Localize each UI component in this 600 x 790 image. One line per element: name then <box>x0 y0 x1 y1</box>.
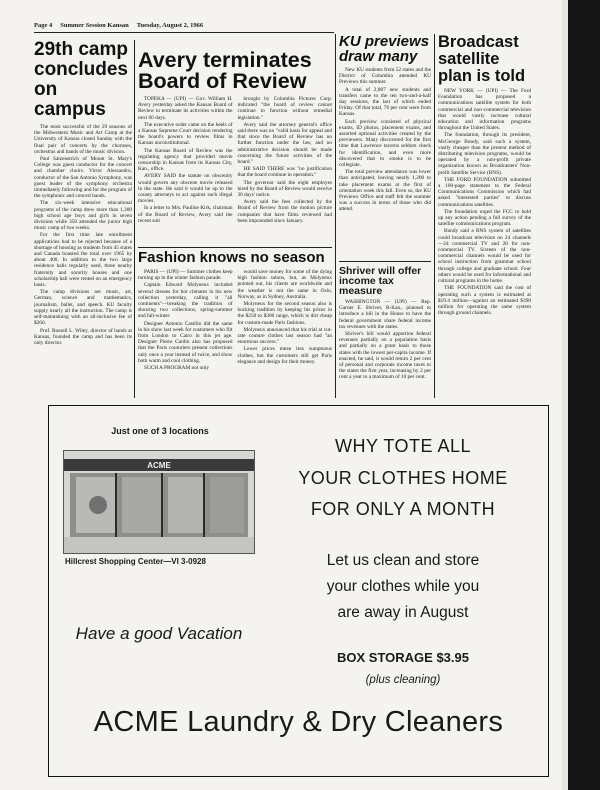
fashion-column-2 <box>238 269 333 372</box>
ad-tote-line-2: YOUR CLOTHES HOME <box>298 468 508 488</box>
section-rule <box>339 261 431 262</box>
shriver-headline: Shriver will offer income tax measure <box>339 265 422 297</box>
avery-paragraph: In a letter to Mrs. Pauline Kirk, chairman of the Board of Review, Avery said the recent suit <box>138 205 233 224</box>
shriver-paragraph: Shriver's bill would apportion federal revenues partially on a population basis and partially on a grant basis to those states with the lowest per-capita income. If enacted, he said, it would return 2 per cent of personal and corporate income taxes to the states the first year, increasing by 2 per cent a year to a maximum of 10 per cent. <box>339 331 431 381</box>
ku-headline: KU previews draw many <box>339 34 430 65</box>
camp-paragraph: The most successful of the 29 seasons of the Midwestern Music and Art Camp at the University of Kansas closed Sunday with the final pair of concerts by the choruses, orchestras and bands of the music division. <box>34 124 132 155</box>
ad-box-storage: BOX STORAGE $3.95 <box>337 650 469 665</box>
ad-store-line-3: are away in August <box>337 604 469 621</box>
avery-paragraph: AVERY SAID the statute on obscenity would govern any obscene movie released in the state. He said it would be up to the county attorneys to act against such illegal movies. <box>138 173 233 205</box>
avery-story <box>138 50 332 246</box>
avery-column-2 <box>238 96 333 225</box>
camp-paragraph: The six-week intensive educational programs of the camp drew more than 1,300 high school age boys and girls in seven divisions while 350 attended the junior high music camp of two weeks. <box>34 200 132 232</box>
ku-paragraph: A total of 2,087 new students and transfers came to the ten two-and-a-half day sessions, the last of which ended Friday. Of that total, 76 per cent were from Kansas. <box>339 86 431 118</box>
ad-shop-address: Hillcrest Shopping Center—VI 3-0928 <box>65 557 206 566</box>
camp-body <box>34 124 132 346</box>
camp-headline: 29th camp concludes on campus <box>34 40 128 120</box>
avery-paragraph: The Kansas Board of Review was the regulating agency that provided movie censorship in Kansas from its Kansas City, Kan., office. <box>138 147 233 173</box>
camp-paragraph: The camp divisions are music, art, German, science and mathematics, journalism, ballet, and speech. KU faculty supply nearly all the instruction. The camp is self-maintaining with an all-inclusive fee of $260. <box>34 289 132 327</box>
avery-paragraph: Avery said the fees collected by the Board of Review from the motion picture companies that have films reviewed had been impounded since January. <box>237 199 332 224</box>
acme-advertisement <box>48 405 549 777</box>
column-rule <box>434 34 435 398</box>
broadcast-paragraph: THE FORD FOUNDATION submitted a 100-page statement to the Federal Communications Commission which had asked "interested parties" to discuss communications satellites. <box>438 176 531 208</box>
fashion-paragraph: Designer Antonio Castillo did the same in his show last week for customers who flit from London to Cairo in this jet age. Designer Pierre Cardin also has proposed that the Paris couturiers present collections only once a year instead of twice, and show both warm and cool clothing. <box>138 320 233 364</box>
fashion-paragraph: Molyneux for the second season also is bucking tradition by keeping his prices in the $250 to $300 range, which is dirt cheap for custom-made Paris fashions. <box>237 301 332 326</box>
storefront-illustration <box>64 451 254 553</box>
ad-plus-cleaning: (plus cleaning) <box>365 674 441 686</box>
avery-paragraph: Avery said the attorney general's office said there was no "valid basis for appeal and that since the Board of Review has no further function under the law, and no administrative decision should be made concerning the future activities of the board." <box>237 121 332 166</box>
fashion-paragraph: Lower prices mean less sumptuous clothes, but the customers still get Paris elegance and design for their money. <box>237 346 332 365</box>
ku-paragraph: Each preview consisted of physical exams, ID photos, placement exams, and assorted optional activities created by the previewers. Many discovered for the first time that Lawrence taverns seldom check for identification, and even more discovered that to smoke is to be collegiate. <box>339 118 431 169</box>
ku-body <box>339 67 431 213</box>
broadcast-paragraph: THE FOUNDATION said the cost of operating such a system is estimated at $19.4 million—against an estimated $390 million for operating the same system through ground channels. <box>438 285 531 317</box>
column-rule <box>134 40 135 398</box>
avery-paragraph: HE SAID THERE was "no justification that the board continue in operation." <box>237 166 332 179</box>
ad-store-line-2: your clothes while you <box>326 578 480 595</box>
broadcast-body <box>438 88 531 316</box>
avery-column-1 <box>138 96 233 225</box>
avery-paragraph: TOPEKA — (UPI) — Gov. William H. Avery yesterday asked the Kansas Board of Review to terminate its activities within the next 60 days. <box>138 96 233 121</box>
broadcast-headline: Broadcast satellite plan is told <box>438 34 526 85</box>
ku-paragraph: The total preview attendance was lower than anticipated, leaving nearly 1,200 to take placement exams at the first of orientation week this fall. Even so, the KU Previews Office and staff felt the summer was a success in terms of those who did attend. <box>339 169 431 213</box>
fashion-paragraph: would save money for some of the dying high fashion salons, but, as Molyneux pointed out, his clients are worldwide and the weather is not the same in Oslo, Norway, as in Sydney, Australia. <box>237 269 332 300</box>
fashion-paragraph: Captain Edward Molyneux included several dresses for hot climates in his new collection yesterday, calling it "all continents"—breaking the tradition of showing two collections, spring-summer and fall-winter. <box>138 282 233 320</box>
fashion-paragraph: SUCH A PROGRAM not only <box>144 365 210 372</box>
ad-store-line-1: Let us clean and store <box>326 552 480 569</box>
folio-paper: Summer Session Kansan <box>60 22 129 29</box>
broadcast-paragraph: The foundation urged the FCC to hold up any action pending a full survey of the satellite communications program. <box>438 208 531 228</box>
ad-tote-line-1: WHY TOTE ALL <box>334 436 472 456</box>
shriver-paragraph: WASHINGTON — (UPI) — Rep. Garner E. Shriver, R-Kan., planned to introduce a bill in the House to have the federal government share federal income tax revenues with the states. <box>339 299 431 330</box>
ad-tote-line-3: FOR ONLY A MONTH <box>310 499 496 519</box>
shriver-story <box>339 264 431 400</box>
broadcast-paragraph: Bundy said a BNS system of satellites could broadcast television on 24 channels—24 commercial TV and 20 for non-commercial TV. Sixteen of the non-commercial channels would be used for school instruction from grammar school through college and graduate school. Four others would be used for informational and cultural programs in the home. <box>438 228 531 285</box>
broadcast-paragraph: The foundation, through its president, McGeorge Bundy, said such a system, vastly cheaper than the present method of distributing television programs, would be operated by a non-profit private organization known as Broadcasters' Non-profit Satellite Service (BNS). <box>438 132 531 176</box>
camp-paragraph: Prof. Russell L. Wiley, director of bands at Kansas, founded the camp and has been its only director. <box>34 327 132 346</box>
fashion-paragraph: Molyneux announced that his trial at cut-rate couture clothes last season had "an enormous success." <box>237 326 332 346</box>
broadcast-story <box>438 34 531 400</box>
shriver-body <box>339 299 431 381</box>
broadcast-paragraph: NEW YORK — (UPI) — The Ford Foundation has proposed a communications satellite system for both commercial and non-commercial television that would vastly increase cultural education and information programs throughout the United States. <box>438 88 531 132</box>
camp-paragraph: Paul Salzenstrich of Mount St. Mary's College was guest conductor for the concert and chamber choirs. Victor Alessandro, conductor of the San Antonio Symphony, was guest leader of the symphony orchestra immediately following and for the program of the symphonic and concert bands. <box>34 156 132 200</box>
fashion-headline: Fashion knows no season <box>138 250 325 266</box>
binding-gutter <box>568 0 600 790</box>
ku-story <box>339 34 431 260</box>
ad-locations: Just one of 3 locations <box>111 426 209 436</box>
store-photo <box>63 450 255 554</box>
fashion-paragraph: PARIS — (UPI) — Summer clothes keep turning up in the winter fashion parade. <box>138 269 233 282</box>
store-sign: ACME <box>147 461 171 470</box>
fashion-story <box>138 250 332 400</box>
avery-headline: Avery terminates Board of Review <box>138 50 312 93</box>
fashion-column-1 <box>138 269 233 372</box>
avery-paragraph: The executive order came on the heels of a Kansas Supreme Court decision rendering the board's powers to review films in Kansas unconstitutional. <box>138 121 233 147</box>
ku-paragraph: New KU students from 52 states and the District of Columbia attended KU Previews this summer. <box>339 67 431 86</box>
folio-line <box>34 22 266 29</box>
ad-acme-name: ACME Laundry & Dry Cleaners <box>93 706 504 738</box>
folio-date: Tuesday, August 2, 1966 <box>136 22 204 29</box>
avery-paragraph: brought by Columbia Pictures Corp. indicated "the board of review cannot continue to function without remedial legislation." <box>237 96 332 121</box>
section-rule <box>138 247 332 248</box>
avery-paragraph: The governor said the eight employes hired by the Board of Review would receive 30 days' notice. <box>237 179 332 199</box>
folio-page: Page 4 <box>34 22 53 29</box>
camp-story <box>34 40 132 400</box>
folio-rule <box>34 32 334 33</box>
column-rule <box>335 34 336 398</box>
ad-vacation: Have a good Vacation <box>75 624 243 643</box>
camp-paragraph: For the first time late enrollment applications had to be rejected because of a shortage of housing as students from 45 states and Canada boasted the total over 1965 by about 400. In addition to the two large residence halls regularly used, three nearby fraternity and sorority houses and one scholarship hall were rented on an emergency basis. <box>34 232 132 289</box>
